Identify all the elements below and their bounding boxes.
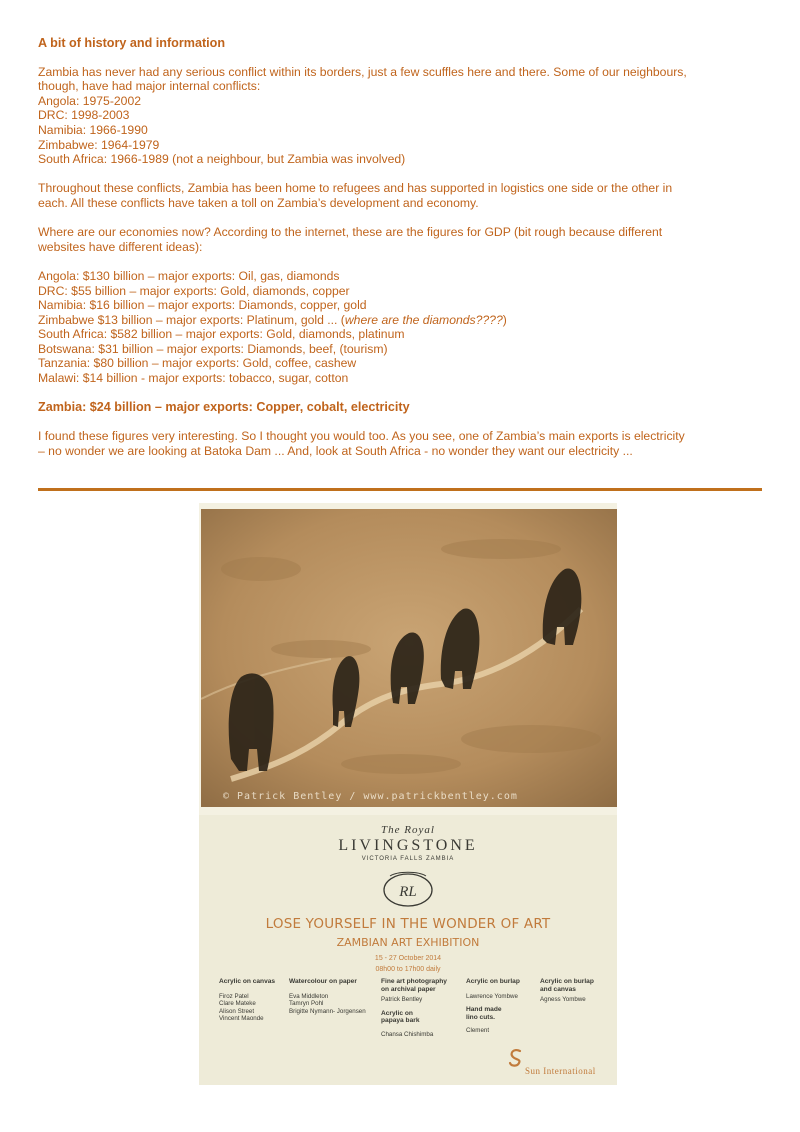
conflict-drc: DRC: 1998-2003	[38, 108, 130, 123]
article	[38, 36, 764, 459]
brand-name: LIVINGSTONE	[338, 837, 478, 854]
paragraph-line: websites have different ideas):	[38, 239, 203, 254]
photo-watermark: © Patrick Bentley / www.patrickbentley.com	[223, 791, 518, 802]
gdp-tanzania: Tanzania: $80 billion – major exports: Gold, coffee, cashew	[38, 356, 357, 371]
gdp-zimbabwe-close: )	[502, 312, 507, 327]
elephant-shadows-photo	[201, 509, 617, 807]
medium-heading: Watercolour on paper	[289, 978, 357, 985]
article-heading: A bit of history and information	[38, 36, 226, 50]
poster-info	[199, 815, 617, 1085]
closing-paragraph	[38, 429, 764, 458]
artist-name: Chansa Chishimba	[381, 1030, 434, 1038]
medium-heading: Acrylic on canvas	[219, 978, 276, 985]
gdp-namibia: Namibia: $16 billion – major exports: Diamonds, copper, gold	[38, 298, 367, 313]
gdp-malawi: Malawi: $14 billion - major exports: tobacco, sugar, cotton	[38, 371, 349, 386]
gdp-zambia: Zambia: $24 billion – major exports: Copper, cobalt, electricity	[38, 400, 410, 415]
gdp-zimbabwe-aside: where are the diamonds????	[344, 312, 503, 327]
artist-name: Clement	[466, 1027, 490, 1035]
artist-name: Firoz Patel	[219, 992, 249, 1000]
section-divider	[38, 488, 762, 491]
artist-column	[466, 978, 548, 1035]
medium-heading-line: Acrylic on burlap	[540, 978, 594, 985]
medium-heading: Acrylic on burlap	[466, 978, 520, 985]
question-paragraph	[38, 225, 764, 254]
artist-name: Vincent Maonde	[219, 1015, 264, 1023]
artist-name: Patrick Bentley	[381, 996, 423, 1004]
gdp-list	[38, 269, 764, 386]
medium-heading-line: and canvas	[540, 985, 576, 993]
medium-heading-line: Fine art photography	[381, 978, 447, 985]
brand-location: VICTORIA FALLS ZAMBIA	[361, 856, 455, 862]
aerial-photo-illustration	[201, 509, 617, 807]
artist-name: Lawrence Yombwe	[466, 992, 518, 1000]
medium-heading	[540, 978, 614, 993]
medium-heading-line: Hand made	[466, 1006, 502, 1014]
intro-paragraph	[38, 65, 764, 167]
medium-heading-line: papaya bark	[381, 1017, 420, 1025]
monogram-crest-icon	[376, 867, 440, 909]
medium-heading-line: lino cuts.	[466, 1013, 495, 1021]
gdp-south-africa: South Africa: $582 billion – major exports: Gold, diamonds, platinum	[38, 327, 405, 342]
exhibition-dates: 15 - 27 October 2014	[374, 955, 442, 962]
artist-column	[540, 978, 614, 1004]
gdp-zimbabwe	[38, 313, 507, 327]
artist-column	[289, 978, 379, 1015]
conflict-zimbabwe: Zimbabwe: 1964-1979	[38, 137, 160, 152]
artist-column	[381, 978, 463, 1039]
gdp-botswana: Botswana: $31 billion – major exports: Diamonds, beef, (tourism)	[38, 341, 388, 356]
conflict-angola: Angola: 1975-2002	[38, 93, 142, 108]
medium-heading-line: on archival paper	[381, 985, 436, 993]
medium-heading	[466, 1006, 548, 1021]
medium-heading-line: Acrylic on	[381, 1009, 413, 1017]
exhibition-title: ZAMBIAN ART EXHIBITION	[336, 936, 480, 949]
artist-name: Alison Street	[219, 1007, 255, 1015]
sponsor-name: Sun International	[525, 1066, 596, 1076]
poster-tagline: LOSE YOURSELF IN THE WONDER OF ART	[265, 916, 551, 932]
medium-heading	[381, 1010, 463, 1025]
paragraph-line: Where are our economies now? According to the internet, these are the figures for GDP (bit rough because different	[38, 225, 663, 240]
paragraph-line: I found these figures very interesting. So I thought you would too. As you see, one of Zambia’s main exports is electricity	[38, 429, 685, 444]
paragraph-line: – no wonder we are looking at Batoka Dam ... And, look at South Africa - no wonder they want our electricity ...	[38, 444, 633, 459]
conflict-south-africa: South Africa: 1966-1989 (not a neighbour, but Zambia was involved)	[38, 152, 406, 167]
sun-international-logo-icon	[508, 1048, 524, 1068]
intro-line: Zambia has never had any serious conflict within its borders, just a few scuffles here and there. Some of our neighbours,	[38, 64, 687, 79]
conflict-paragraph	[38, 181, 764, 210]
monogram-text: RL	[399, 884, 417, 900]
conflict-namibia: Namibia: 1966-1990	[38, 122, 148, 137]
gdp-zimbabwe-text: Zimbabwe $13 billion – major exports: Platinum, gold ... (	[38, 312, 345, 327]
paragraph-line: Throughout these conflicts, Zambia has been home to refugees and has supported in logistics one side or the other in	[38, 181, 673, 196]
gdp-angola: Angola: $130 billion – major exports: Oil, gas, diamonds	[38, 268, 340, 283]
brand-prefix: The Royal	[381, 824, 435, 836]
medium-heading	[381, 978, 463, 993]
exhibition-poster	[199, 503, 617, 1085]
gdp-drc: DRC: $55 billion – major exports: Gold, diamonds, copper	[38, 283, 350, 298]
artist-name: Eva Middleton	[289, 992, 329, 1000]
artist-name: Brigitte Nymann- Jorgensen	[289, 1007, 366, 1015]
exhibition-hours: 08h00 to 17h00 daily	[375, 966, 441, 973]
intro-line: though, have had major internal conflicts:	[38, 79, 261, 94]
paragraph-line: each. All these conflicts have taken a toll on Zambia’s development and economy.	[38, 195, 479, 210]
artist-name: Agness Yombwe	[540, 996, 586, 1004]
artist-name: Clare Mateke	[219, 1000, 256, 1008]
artist-name: Tamryn Pohl	[289, 1000, 324, 1008]
